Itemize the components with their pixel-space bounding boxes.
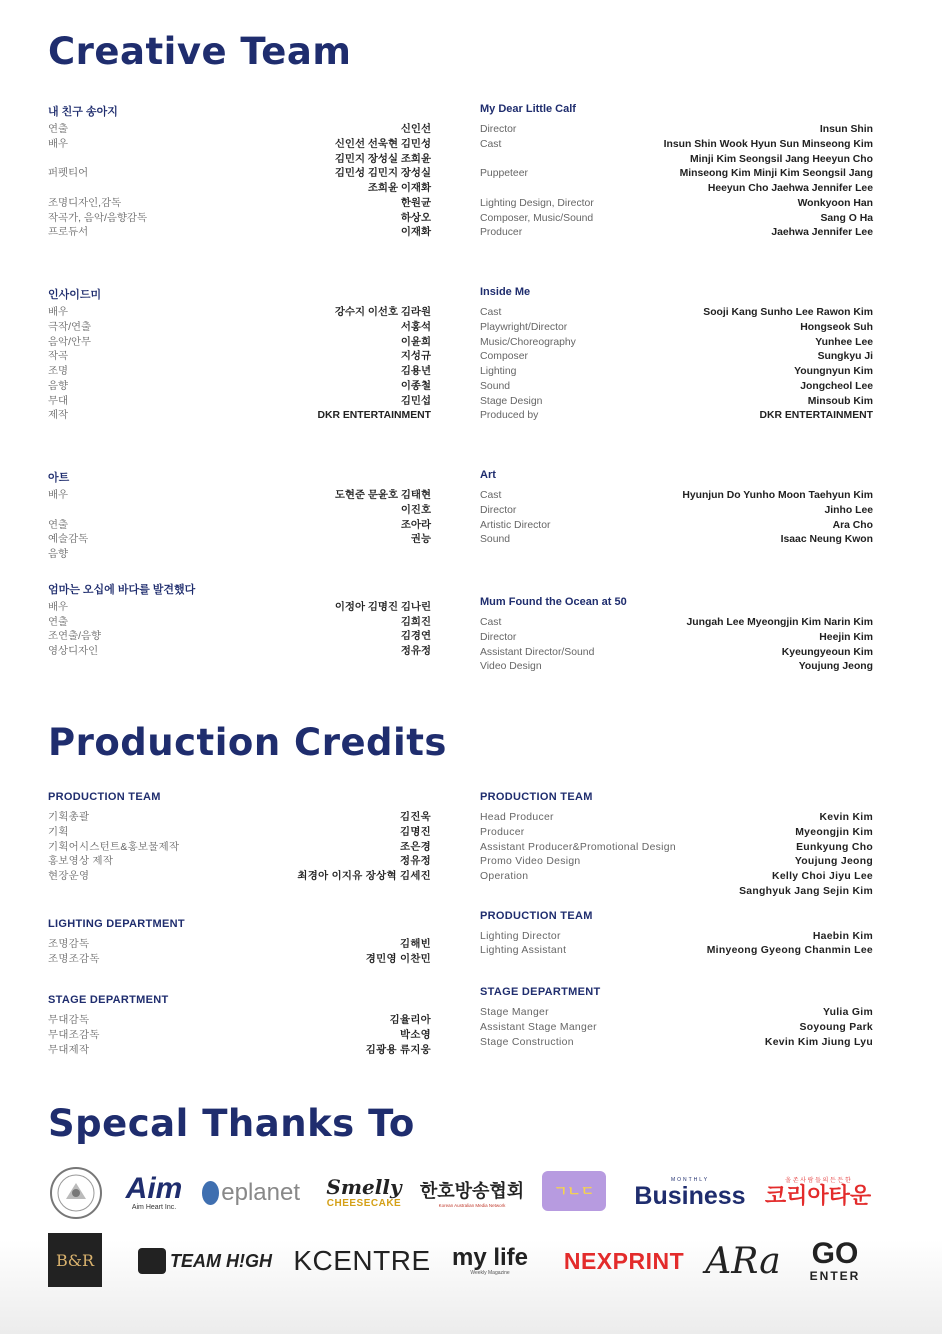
credit-role: Operation: [480, 871, 529, 882]
credit-names: 김명진: [399, 826, 431, 838]
credit-role: Cast: [480, 307, 502, 318]
credit-row: [480, 380, 873, 395]
credit-role: 현장운영: [48, 871, 90, 882]
credit-role: 기획: [48, 826, 69, 838]
credit-names: 서홍석: [400, 321, 431, 333]
credit-role: 연출: [48, 124, 69, 135]
credit-names: Youjung Jeong: [798, 661, 873, 673]
credit-role: Director: [480, 631, 517, 643]
section-title: 인사이드미: [48, 289, 102, 301]
production-left-column: [48, 791, 431, 1059]
credit-role: 영상디자인: [48, 646, 99, 657]
credit-names: Myeongjin Kim: [795, 826, 873, 838]
credit-names: 조희윤 이재화: [367, 183, 431, 194]
credit-row: [48, 395, 431, 410]
logo-school-book-icon: [542, 1171, 606, 1211]
logo-kamn: [419, 1172, 525, 1212]
logo-goenter-sub: ENTER: [809, 1269, 861, 1283]
logo-kamn-text: 한호방송협회: [419, 1180, 525, 1201]
logo-kcentre-text: KCENTRE: [293, 1245, 431, 1276]
credit-role: 홍보영상 제작: [48, 856, 114, 868]
credit-section: [480, 286, 873, 424]
credit-row: [480, 153, 873, 168]
credit-role: 연출: [48, 519, 69, 531]
credit-role: 조명디자인,감독: [48, 197, 122, 209]
credit-role: Composer: [480, 351, 528, 363]
credit-section: [480, 596, 873, 675]
credit-names: 이윤희: [400, 336, 431, 348]
credit-row: [480, 1006, 873, 1021]
credit-row: [48, 306, 431, 321]
credit-row: [480, 616, 873, 631]
credit-names: Kevin Kim Jiung Lyu: [764, 1036, 873, 1048]
credit-row: [48, 519, 431, 534]
logo-korean-school: [540, 1165, 608, 1217]
credit-role: 조명: [48, 366, 69, 377]
credit-names: 김용년: [400, 366, 431, 377]
credit-names: Minseong Kim Minji Kim Seongsil Jang: [679, 168, 873, 180]
logo-goenter-text: GO: [811, 1237, 859, 1270]
credit-names: 신인선 선욱현 김민성: [334, 138, 431, 150]
credit-role: Assistant Stage Manger: [480, 1021, 597, 1033]
logo-koreatown-top: 올 존 사 람 들 의 든 든 한: [785, 1177, 851, 1184]
credit-row: [480, 533, 873, 548]
credit-row: [480, 182, 873, 197]
logo-school-text: ㄱㄴㄷ: [553, 1183, 595, 1199]
credit-names: Sungkyu Ji: [817, 351, 873, 363]
credit-role: 예술감독: [48, 534, 89, 546]
credit-names: Kyeungyeoun Kim: [781, 646, 873, 658]
logo-circle-seal: [48, 1165, 104, 1221]
credit-names: Heejin Kim: [819, 631, 873, 643]
credit-names: Isaac Neung Kwon: [780, 534, 873, 546]
credit-names: 조은경: [399, 841, 431, 853]
credit-names: Jongcheol Lee: [800, 380, 873, 392]
credit-names: Hongseok Suh: [800, 321, 873, 333]
credit-role: Sound: [480, 534, 511, 546]
credit-names: 정유정: [399, 856, 431, 868]
section-title: PRODUCTION TEAM: [48, 791, 161, 803]
credit-names: 박소영: [399, 1030, 431, 1041]
logo-eplanet-text: eplanet: [221, 1179, 300, 1206]
credit-row: [480, 197, 873, 212]
section-title: Inside Me: [480, 286, 531, 298]
logo-brush-text: B&R: [55, 1250, 95, 1270]
credit-section: [48, 469, 431, 563]
logo-business-top: MONTHLY: [670, 1177, 710, 1183]
section-title: 내 친구 송아지: [48, 106, 118, 118]
credit-row: [48, 953, 431, 968]
eplanet-globe-icon: [202, 1181, 219, 1205]
logo-mylife-sub: Weekly Magazine: [470, 1270, 510, 1276]
credit-role: Director: [480, 124, 517, 135]
creative-left-column: [48, 103, 431, 660]
credit-row: [480, 138, 873, 153]
credit-role: Head Producer: [480, 812, 554, 823]
section-title: 아트: [48, 472, 70, 484]
credit-names: 김진욱: [399, 812, 431, 823]
logo-teamhigh-text: TEAM H!GH: [170, 1250, 272, 1271]
credit-row: [480, 646, 873, 661]
credit-role: Producer: [480, 227, 523, 239]
logo-nexprint: [556, 1246, 692, 1276]
logo-mylife-text: my life: [451, 1244, 529, 1271]
credit-row: [48, 167, 431, 182]
credit-row: [480, 306, 873, 321]
logo-koreatown-text: 코리아타운: [764, 1182, 872, 1208]
credit-row: [48, 616, 431, 631]
credit-row: [48, 321, 431, 336]
credit-role: 무대조감독: [48, 1030, 100, 1041]
credit-names: Insun Shin: [819, 124, 873, 135]
credit-names: Minyeong Gyeong Chanmin Lee: [706, 945, 873, 957]
credit-role: Director: [480, 504, 517, 516]
credit-role: 작곡: [48, 351, 69, 363]
credit-row: [480, 1036, 873, 1051]
credit-role: Produced by: [480, 410, 539, 422]
credit-role: Playwright/Director: [480, 321, 568, 333]
credit-row: [48, 1029, 431, 1044]
logo-nexprint-text: NEXPRINT: [563, 1247, 685, 1274]
credit-names: Wonkyoon Han: [797, 197, 873, 209]
credit-role: Video Design: [480, 661, 542, 673]
credit-names: 최경아 이지유 장상혁 김세진: [297, 871, 431, 882]
credit-names: Soyoung Park: [799, 1021, 873, 1033]
credit-names: 이종철: [400, 380, 431, 392]
credit-names: Minji Kim Seongsil Jang Heeyun Cho: [689, 153, 873, 165]
credit-section: [480, 469, 873, 548]
credit-names: 권능: [410, 534, 431, 546]
credit-role: 극작/연출: [48, 321, 92, 333]
credit-row: [48, 855, 431, 870]
production-right-column: [480, 791, 873, 1050]
credit-row: [480, 870, 873, 885]
credit-role: Puppeteer: [480, 168, 528, 180]
logo-kamn-sub: Korean Australian Media Network: [438, 1202, 506, 1208]
credit-row: [48, 811, 431, 826]
credit-row: [480, 167, 873, 182]
section-title: 엄마는 오십에 바다를 발견했다: [48, 583, 196, 596]
credit-names: Heeyun Cho Jaehwa Jennifer Lee: [707, 183, 873, 194]
credit-row: [48, 870, 431, 885]
logo-smelly-text: Smelly: [326, 1174, 402, 1199]
credit-role: Cast: [480, 138, 502, 150]
credit-row: [480, 841, 873, 856]
credit-role: 배우: [48, 307, 69, 318]
credit-role: 음향: [48, 549, 69, 560]
credit-names: 김민지 장성실 조희윤: [334, 153, 431, 165]
credit-names: DKR ENTERTAINMENT: [317, 410, 431, 422]
credit-names: Yulia Gim: [822, 1007, 873, 1018]
credit-names: Hyunjun Do Yunho Moon Taehyun Kim: [682, 490, 873, 501]
logo-my-life: [450, 1242, 530, 1280]
credit-names: 신인선: [400, 124, 431, 135]
credit-row: [480, 944, 873, 959]
logo-kcentre: [294, 1244, 430, 1278]
credit-row: [48, 365, 431, 380]
credit-role: Assistant Director/Sound: [480, 646, 595, 658]
credit-section: [48, 918, 431, 968]
credit-row: [48, 123, 431, 138]
credit-role: Sound: [480, 380, 511, 392]
credit-row: [480, 226, 873, 241]
credit-section: [48, 791, 431, 885]
credit-row: [480, 811, 873, 826]
credit-row: [480, 336, 873, 351]
logo-aim-sub: Aim Heart Inc.: [131, 1203, 177, 1211]
credit-row: [48, 226, 431, 241]
credit-role: 기획총괄: [48, 812, 90, 823]
credit-row: [480, 350, 873, 365]
credit-role: 무대감독: [48, 1015, 90, 1027]
credit-names: Jinho Lee: [824, 504, 873, 516]
credit-section: [480, 986, 873, 1050]
credit-row: [480, 826, 873, 841]
credit-names: 지성규: [400, 351, 431, 363]
credit-role: Lighting Director: [480, 930, 561, 942]
section-title: Mum Found the Ocean at 50: [480, 596, 627, 608]
credit-role: Stage Design: [480, 395, 543, 407]
credit-names: 강수지 이선호 김라원: [334, 307, 431, 318]
credit-row: [480, 321, 873, 336]
credit-names: Kevin Kim: [819, 812, 873, 823]
credit-section: [48, 581, 431, 660]
credit-role: 퍼펫티어: [48, 168, 89, 180]
credit-names: Yunhee Lee: [815, 336, 873, 348]
logo-ara-text: ARa: [705, 1240, 781, 1282]
credit-names: 이진호: [400, 504, 431, 516]
credit-row: [48, 645, 431, 660]
credit-names: DKR ENTERTAINMENT: [759, 410, 873, 422]
credit-section: [480, 103, 873, 241]
credit-names: 이재화: [400, 227, 431, 239]
credit-role: Artistic Director: [480, 519, 551, 531]
credit-row: [480, 660, 873, 675]
credit-row: [48, 504, 431, 519]
logo-ara: [704, 1232, 782, 1290]
section-title: LIGHTING DEPARTMENT: [48, 917, 185, 930]
logo-team-high: [138, 1246, 272, 1276]
credit-role: 조연출/음향: [48, 631, 102, 643]
credit-role: Cast: [480, 617, 502, 628]
creative-team-heading: Creative Team: [48, 30, 352, 73]
credit-role: Producer: [480, 826, 525, 838]
credit-row: [48, 1044, 431, 1059]
credit-row: [480, 504, 873, 519]
credit-role: Promo Video Design: [480, 856, 581, 868]
credit-row: [48, 350, 431, 365]
credit-names: 한원균: [400, 197, 431, 209]
credit-role: 배우: [48, 601, 69, 613]
logo-aim-text: Aim: [125, 1171, 183, 1205]
section-title: PRODUCTION TEAM: [480, 791, 593, 803]
logo-business: [628, 1174, 752, 1212]
credit-row: [48, 197, 431, 212]
credit-section: [48, 286, 431, 424]
credit-row: [480, 365, 873, 380]
credit-names: Ara Cho: [832, 519, 873, 531]
credit-names: Insun Shin Wook Hyun Sun Minseong Kim: [663, 138, 873, 150]
credit-row: [48, 138, 431, 153]
logo-smelly-sub: CHEESECAKE: [326, 1197, 402, 1209]
credit-section: [480, 791, 873, 900]
credit-names: 하상오: [400, 212, 431, 224]
logo-smelly-cheesecake: [322, 1170, 406, 1214]
credit-role: Assistant Producer&Promotional Design: [480, 841, 676, 853]
credit-names: 김율리아: [389, 1015, 431, 1027]
production-credits-heading: Production Credits: [48, 721, 447, 764]
credit-row: [48, 409, 431, 424]
special-thanks-heading: Specal Thanks To: [48, 1102, 415, 1145]
credit-row: [480, 631, 873, 646]
credit-names: Jaehwa Jennifer Lee: [771, 227, 873, 239]
credit-row: [48, 489, 431, 504]
credit-row: [48, 533, 431, 548]
logo-go-enter: [802, 1236, 868, 1286]
credit-names: Sooji Kang Sunho Lee Rawon Kim: [703, 307, 873, 318]
credit-names: Haebin Kim: [812, 930, 873, 942]
team-high-icon: [138, 1248, 166, 1274]
credit-row: [48, 212, 431, 227]
credit-role: 배우: [48, 138, 69, 150]
credit-role: 무대제작: [48, 1044, 90, 1056]
logo-korea-town: [762, 1170, 874, 1212]
credit-row: [48, 182, 431, 197]
credit-names: 김광용 류지웅: [365, 1044, 431, 1056]
credit-names: Youngnyun Kim: [794, 366, 873, 377]
credit-names: 김경연: [400, 631, 431, 643]
credit-role: Stage Manger: [480, 1007, 549, 1018]
credit-row: [48, 1014, 431, 1029]
credit-row: [48, 601, 431, 616]
section-title: PRODUCTION TEAM: [480, 909, 593, 922]
credit-role: 기획어시스턴트&홍보물제작: [48, 841, 180, 853]
credit-names: Sanghyuk Jang Sejin Kim: [739, 885, 873, 897]
credit-row: [48, 826, 431, 841]
credit-names: 김민성 김민지 장성실: [334, 168, 431, 180]
credit-row: [48, 630, 431, 645]
credit-names: 이정아 김명진 김나린: [334, 601, 431, 613]
credit-row: [480, 395, 873, 410]
credit-role: 제작: [48, 410, 69, 422]
credit-names: 김민섭: [400, 395, 431, 407]
credit-row: [480, 123, 873, 138]
credit-row: [48, 153, 431, 168]
credit-role: 무대: [48, 395, 69, 407]
credit-names: Minsoub Kim: [807, 395, 873, 407]
credit-row: [480, 489, 873, 504]
section-title: STAGE DEPARTMENT: [480, 986, 601, 998]
section-title: My Dear Little Calf: [480, 103, 576, 115]
credit-role: Cast: [480, 490, 502, 501]
credit-row: [48, 841, 431, 856]
logo-eplanet: [202, 1177, 300, 1209]
credit-names: Youjung Jeong: [794, 856, 873, 868]
credit-row: [480, 409, 873, 424]
credit-names: Kelly Choi Jiyu Lee: [772, 871, 873, 882]
credit-role: 음향: [48, 380, 69, 392]
creative-right-column: [480, 103, 873, 675]
section-title: Art: [480, 469, 496, 481]
credit-role: Composer, Music/Sound: [480, 212, 594, 224]
credit-section: [48, 994, 431, 1058]
credit-role: 음악/안무: [48, 336, 92, 348]
credit-row: [480, 885, 873, 900]
credit-names: 정유정: [400, 646, 431, 657]
credit-row: [48, 548, 431, 563]
credit-role: Music/Choreography: [480, 336, 576, 348]
credit-section: [480, 910, 873, 960]
credit-row: [48, 336, 431, 351]
logo-aim: [122, 1170, 186, 1214]
credit-row: [480, 930, 873, 945]
credit-names: 경민영 이찬민: [365, 953, 431, 965]
credit-row: [480, 1021, 873, 1036]
credit-names: Eunkyung Cho: [796, 841, 873, 853]
credit-role: Lighting: [480, 366, 517, 377]
credit-role: 조명감독: [48, 938, 90, 950]
credit-role: Lighting Assistant: [480, 945, 567, 957]
credit-row: [48, 938, 431, 953]
credit-names: 도현준 문윤호 김태현: [334, 490, 431, 501]
credit-section: [48, 103, 431, 241]
credit-names: 김해빈: [399, 938, 431, 950]
credit-names: 김희진: [400, 616, 431, 628]
credit-row: [480, 212, 873, 227]
section-title: STAGE DEPARTMENT: [48, 994, 169, 1007]
credit-role: 프로듀서: [48, 227, 89, 239]
credit-role: 조명조감독: [48, 953, 100, 965]
credit-names: Sang O Ha: [820, 212, 873, 224]
credit-role: Stage Construction: [480, 1036, 574, 1048]
credit-role: 연출: [48, 616, 69, 628]
logo-brush-roller: [48, 1233, 102, 1287]
credit-role: 작곡가, 음악/음향감독: [48, 212, 147, 224]
credit-row: [480, 519, 873, 534]
credit-row: [480, 855, 873, 870]
logo-business-text: Business: [634, 1182, 746, 1210]
credit-names: 조아라: [400, 519, 431, 531]
credit-row: [48, 380, 431, 395]
credit-role: 배우: [48, 490, 69, 501]
credit-names: Jungah Lee Myeongjin Kim Narin Kim: [686, 617, 873, 628]
credit-role: Lighting Design, Director: [480, 197, 594, 209]
